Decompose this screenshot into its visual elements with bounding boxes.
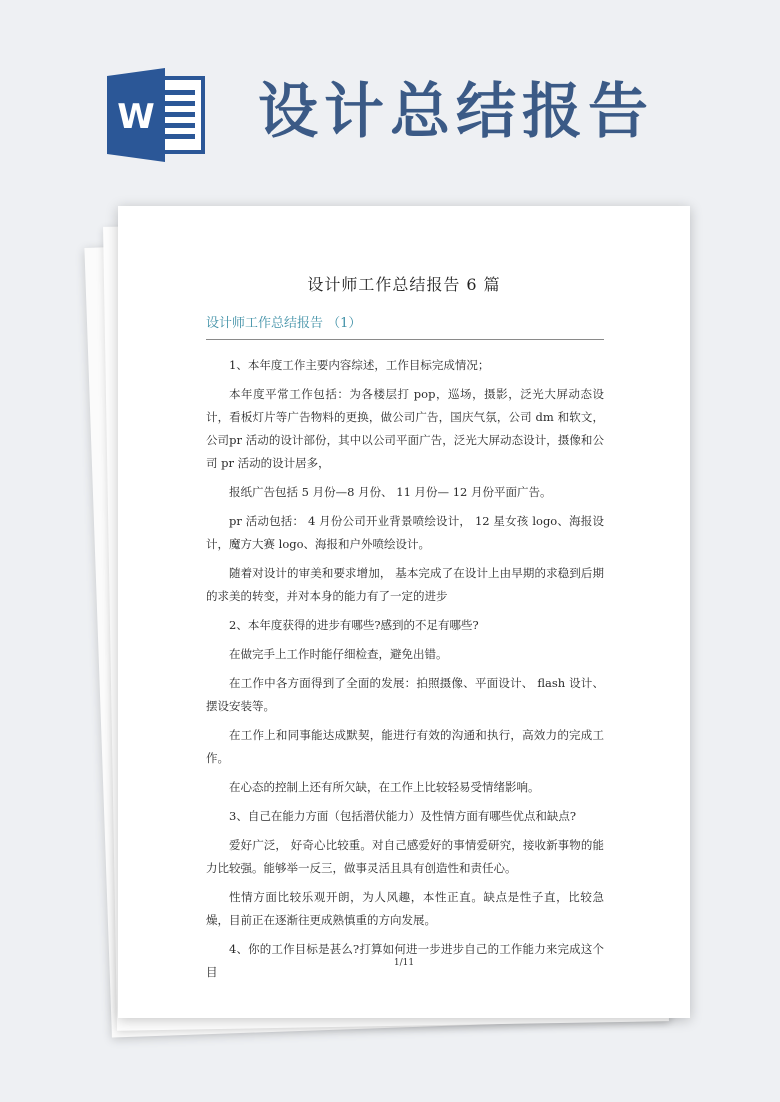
paragraph: 在工作中各方面得到了全面的发展：拍照摄像、平面设计、 flash 设计、 摆设安装等。 [206, 676, 604, 713]
paragraph: 本年度平常工作包括：为各楼层打 pop，巡场，摄影，泛光大屏动态设计，看板灯片等广告物料的更换，做公司广告，国庆气氛，公司 dm 和软文，公司pr 活动的设计部份，其中以公司平面广告，泛光大屏动态设计，摄像和公司 pr 活动的设计居多， [206, 387, 604, 470]
paragraph: pr 活动包括： 4 月份公司开业背景喷绘设计， 12 星女孩 logo、海报设计，魔方大赛 logo、海报和户外喷绘设计。 [206, 514, 604, 551]
paragraph: 报纸广告包括 5 月份—8 月份、 11 月份— 12 月份平面广告。 [229, 485, 552, 499]
paragraph: 随着对设计的审美和要求增加， 基本完成了在设计上由早期的求稳到后期的求美的转变，并对本身的能力有了一定的进步 [206, 566, 604, 603]
page-number: 1/11 [393, 958, 415, 968]
document-page [118, 206, 690, 1018]
document-body [206, 354, 604, 990]
paragraph: 4、你的工作目标是甚么?打算如何进一步进步自己的工作能力来完成这个目 [206, 942, 604, 979]
paragraph: 在工作上和同事能达成默契，能进行有效的沟通和执行，高效力的完成工作。 [206, 728, 604, 765]
section-heading: 设计师工作总结报告 （1） [206, 312, 604, 340]
banner-title: 设计总结报告 [258, 77, 654, 147]
paragraph: 3、自己在能力方面（包括潜伏能力）及性情方面有哪些优点和缺点? [229, 809, 576, 823]
paragraph: 爱好广泛， 好奇心比较重。对自己感爱好的事情爱研究，接收新事物的能力比较强。能够举一反三，做事灵活且具有创造性和责任心。 [206, 838, 604, 875]
paragraph: 1、本年度工作主要内容综述，工作目标完成情况； [229, 358, 490, 372]
word-logo-icon [107, 68, 207, 162]
paragraph: 性情方面比较乐观开朗，为人风趣，本性正直。缺点是性子直，比较急燥，目前正在逐渐往更成熟慎重的方向发展。 [206, 890, 604, 927]
paragraph: 在心态的控制上还有所欠缺，在工作上比较轻易受情绪影响。 [229, 780, 540, 794]
document-title: 设计师工作总结报告 6 篇 [307, 275, 501, 294]
paragraph: 在做完手上工作时能仔细检查，避免出错。 [229, 647, 448, 661]
word-logo-letter: W [117, 97, 155, 137]
paragraph: 2、本年度获得的进步有哪些?感到的不足有哪些? [229, 618, 479, 632]
